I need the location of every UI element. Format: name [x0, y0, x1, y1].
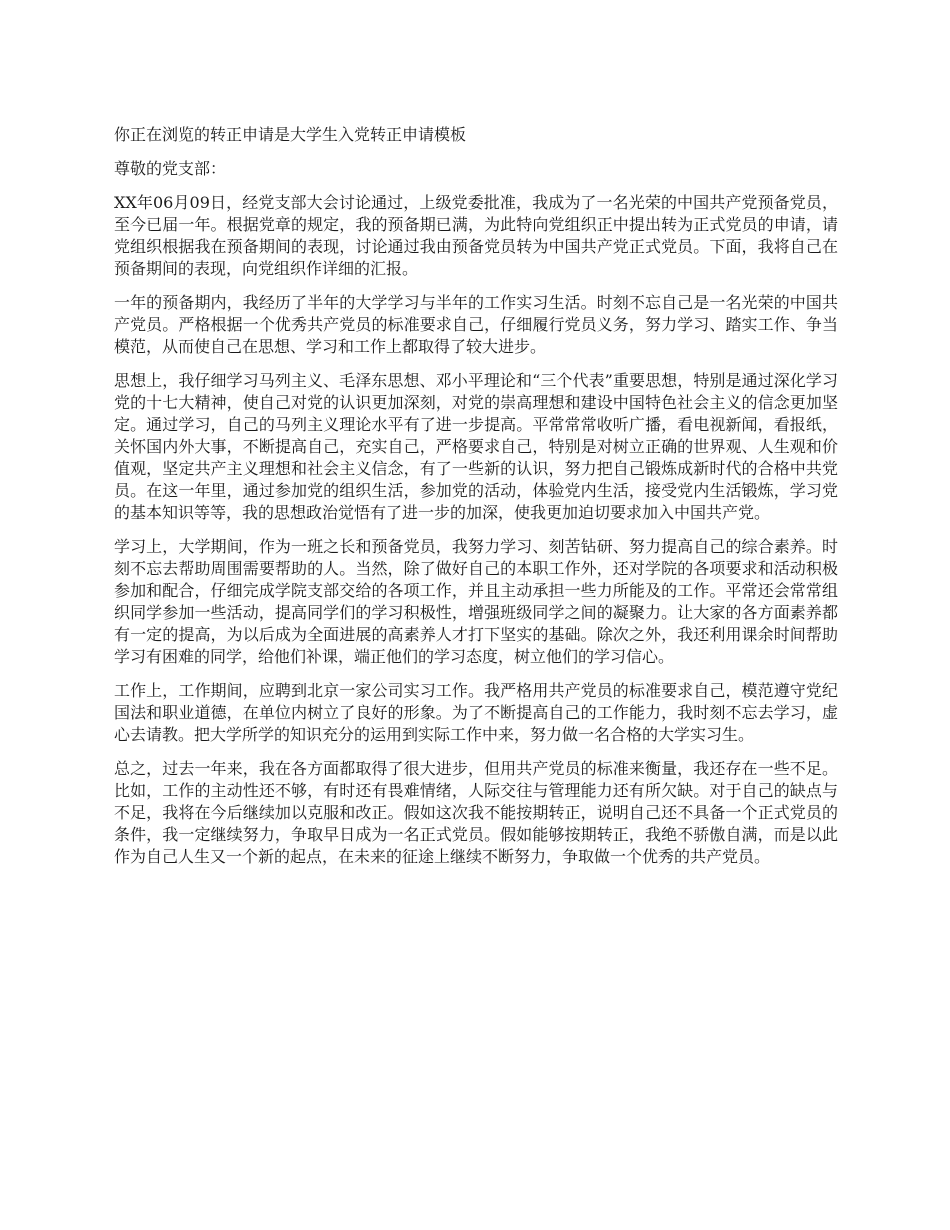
paragraph-ideology: 思想上，我仔细学习马列主义、毛泽东思想、邓小平理论和“三个代表”重要思想，特别是通过深化学习党的十七大精神，使自己对党的认识更加深刻，对党的崇高理想和建设中国特色社会主义的信念更加坚定。通过学习，自己的马列主义理论水平有了进一步提高。平常常常收听广播，看电视新闻，看报纸，关怀国内外大事，不断提高自己，充实自己，严格要求自己，特别是对树立正确的世界观、人生观和价值观，坚定共产主义理想和社会主义信念，有了一些新的认识，努力把自己锻炼成新时代的合格中共党员。在这一年里，通过参加党的组织生活，参加党的活动，体验党内生活，接受党内生活锻炼，学习党的基本知识等等，我的思想政治觉悟有了进一步的加深，使我更加迫切要求加入中国共产党。: [114, 371, 838, 522]
paragraph-conclusion: 总之，过去一年来，我在各方面都取得了很大进步，但用共产党员的标准来衡量，我还存在一些不足。比如，工作的主动性还不够，有时还有畏难情绪，人际交往与管理能力还有所欠缺。对于自己的缺点与不足，我将在今后继续加以克服和改正。假如这次我不能按期转正，说明自己还不具备一个正式党员的条件，我一定继续努力，争取早日成为一名正式党员。假如能够按期转正，我绝不骄傲自满，而是以此作为自己人生又一个新的起点，在未来的征途上继续不断努力，争取做一个优秀的共产党员。: [114, 759, 838, 866]
paragraph-probation-overview: 一年的预备期内，我经历了半年的大学学习与半年的工作实习生活。时刻不忘自己是一名光荣的中国共产党员。严格根据一个优秀共产党员的标准要求自己，仔细履行党员义务，努力学习、踏实工作、争当模范，从而使自己在思想、学习和工作上都取得了较大进步。: [114, 293, 838, 356]
document-heading: 你正在浏览的转正申请是大学生入党转正申请模板: [114, 125, 467, 144]
salutation: 尊敬的党支部：: [114, 159, 227, 178]
paragraph-study: 学习上，大学期间，作为一班之长和预备党员，我努力学习、刻苦钻研、努力提高自己的综合素养。时刻不忘去帮助周围需要帮助的人。当然，除了做好自己的本职工作外，还对学院的各项要求和活动积极参加和配合，仔细完成学院支部交给的各项工作，并且主动承担一些力所能及的工作。平常还会常常组织同学参加一些活动，提高同学们的学习积极性，增强班级同学之间的凝聚力。让大家的各方面素养都有一定的提高，为以后成为全面进展的高素养人才打下坚实的基础。除次之外，我还利用课余时间帮助学习有困难的同学，给他们补课，端正他们的学习态度，树立他们的学习信心。: [114, 537, 838, 666]
paragraph-probation-intro: XX年06月09日，经党支部大会讨论通过，上级党委批准，我成为了一名光荣的中国共产党预备党员，至今已届一年。根据党章的规定，我的预备期已满，为此特向党组织正中提出转为正式党员的申请，请党组织根据我在预备期间的表现，讨论通过我由预备党员转为中国共产党正式党员。下面，我将自己在预备期间的表现，向党组织作详细的汇报。: [114, 193, 838, 278]
paragraph-work: 工作上，工作期间，应聘到北京一家公司实习工作。我严格用共产党员的标准要求自己，模范遵守党纪国法和职业道德，在单位内树立了良好的形象。为了不断提高自己的工作能力，我时刻不忘去学习，虚心去请教。把大学所学的知识充分的运用到实际工作中来，努力做一名合格的大学实习生。: [114, 681, 838, 744]
document-body: [114, 124, 838, 880]
